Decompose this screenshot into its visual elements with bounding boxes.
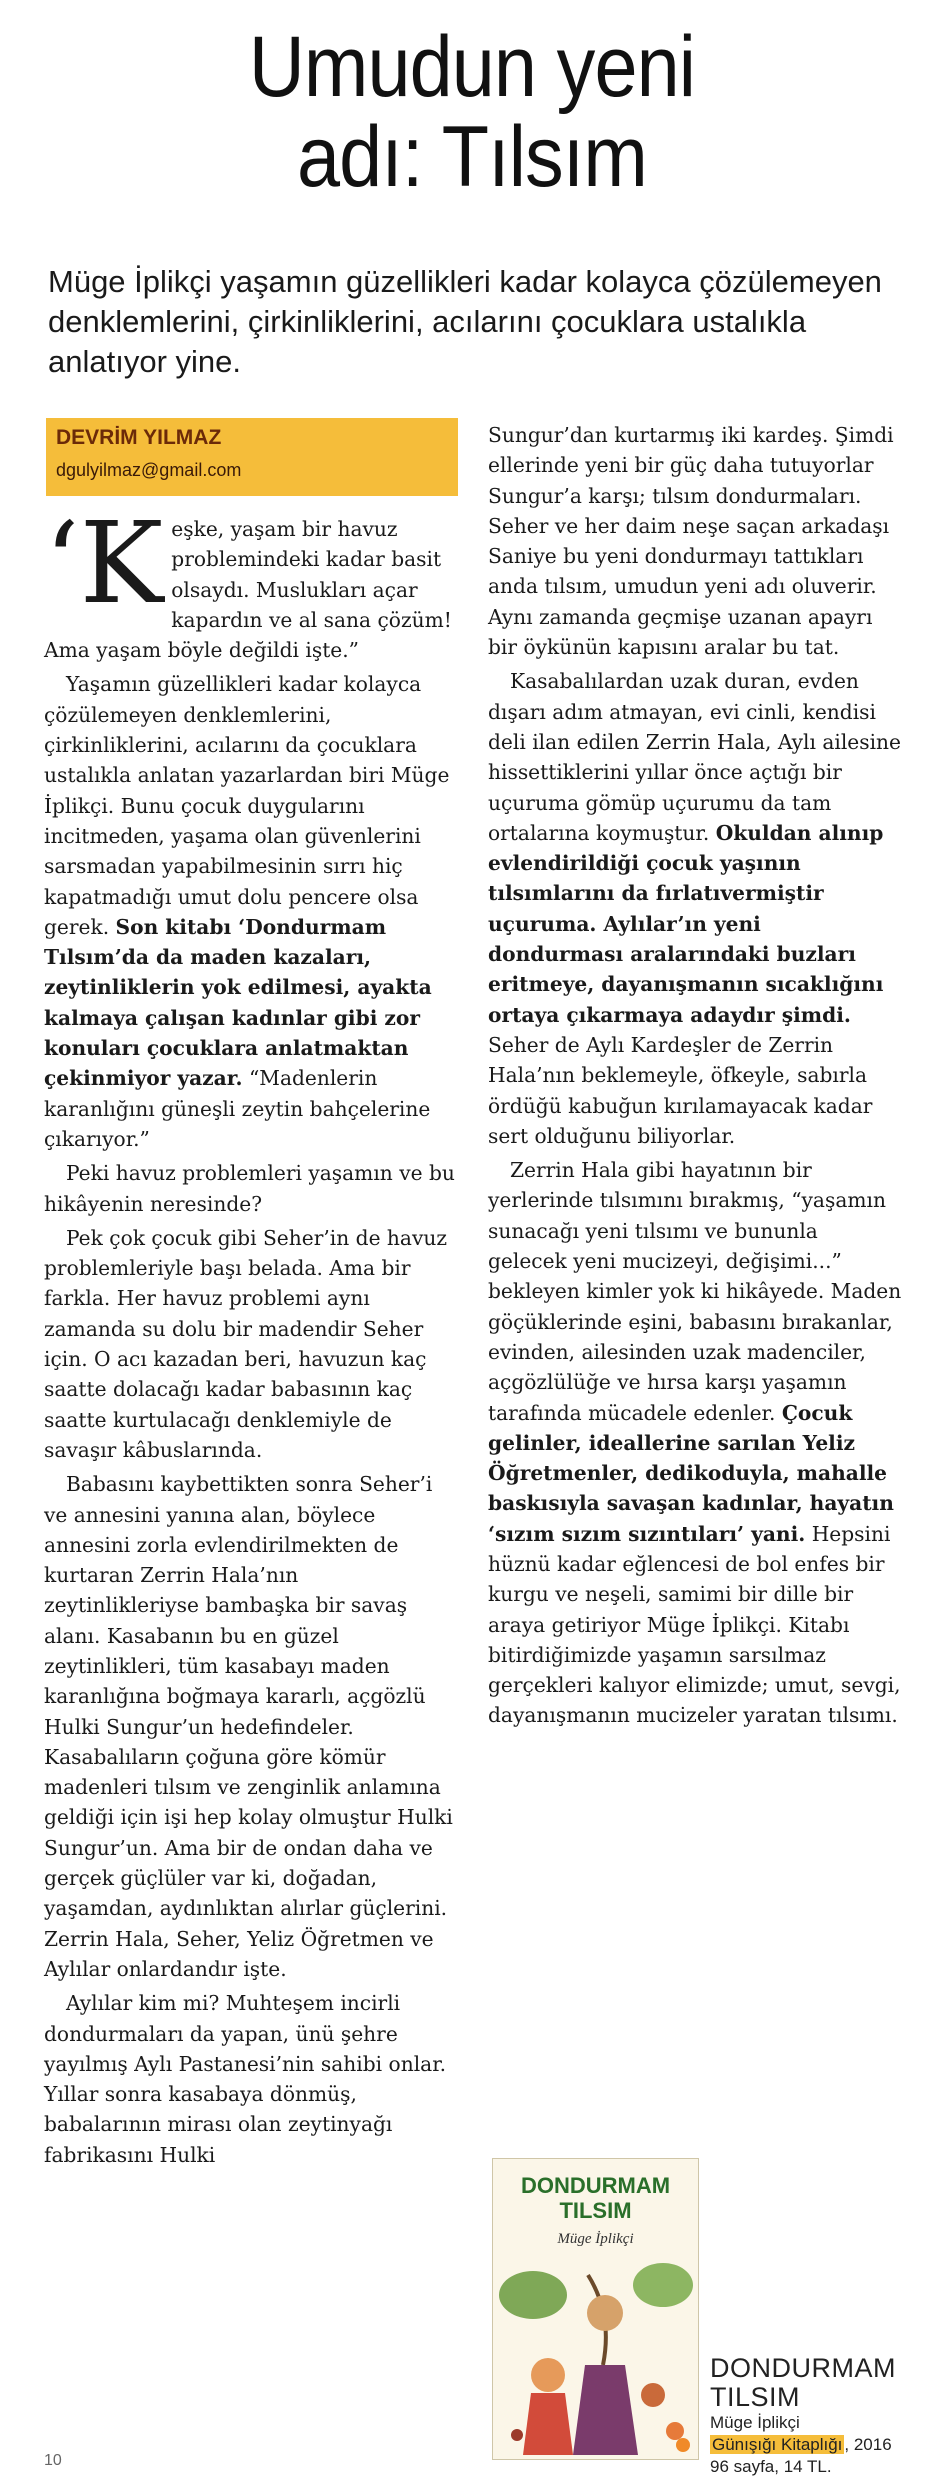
book-caption-details: 96 sayfa, 14 TL. — [710, 2457, 832, 2476]
article-lead: Müge İplikçi yaşamın güzellikleri kadar kolayca çözülemeyen denklemlerini, çirkinliklerini, acılarını çocuklara ustalıkla anlatıyor yine. — [48, 264, 882, 379]
book-cover-author: Müge İplikçi — [557, 2231, 634, 2247]
book-caption-publisher: Günışığı Kitaplığı , 2016 — [712, 2435, 892, 2454]
article-title-line2: adı: Tılsım — [297, 109, 647, 205]
article-title-line1: Umudun yeni — [248, 19, 696, 115]
highlighted-text: Çocuk gelinler, ideallerine sarılan Yeliz Öğretmenler, dedikoduyla, mahalle baskısıyla savaşan kadınlar, hayatın ‘sızım sızım sızıntıları’ yani. — [488, 1400, 894, 1546]
author-box — [46, 418, 458, 496]
paragraph: Babasını kaybettikten sonra Seher’i ve annesini yanına alan, böylece annesini zorla evlendirilmekten de kurtaran Zerrin Hala’nın zeytinlikleriyse bambaşka bir savaş alanı. Kasabanın bu en güzel zeytinlikleri, tüm kasabayı maden karanlığına boğmaya kararlı, açgözlü Hulki Sungur’un hedefindeler. Kasabalıların çoğuna göre kömür madenleri tılsım ve zenginlik anlamına geldiği için işi hep kolay olmuştur Hulki Sungur’un. Ama bir de ondan daha ve gerçek güçlüler var ki, doğadan, yaşamdan, aydınlıktan alırlar güçlerini. Zerrin Hala, Seher, Yeliz Öğretmen ve Aylılar onlardandır işte. — [44, 1472, 453, 1981]
paragraph: Peki havuz problemleri yaşamın ve bu hikâyenin neresinde? — [44, 1161, 455, 1216]
paragraph: Kasabalılardan uzak duran, evden dışarı adım atmayan, evi cinli, kendisi deli ilan edilen Zerrin Hala, Aylı ailesine hissettiklerini yıllar önce açtığı bir uçuruma gömüp uçurumu da tam ortalarına koymuştur. Okuldan alınıp evlendirildiği çocuk yaşının tılsımlarını da fırlatıvermiştir uçuruma. Aylılar’ın yeni dondurması aralarındaki buzları eritmeye, dayanışmanın sıcaklığını ortaya çıkarmaya adaydır şimdi. Seher de Aylı Kardeşler de Zerrin Hala’nın beklemeyle, öfkeyle, sabırla ördüğü kabuğun kırılamayacak kadar sert olduğunu biliyorlar. — [488, 669, 901, 1148]
article-column-left — [44, 499, 456, 2170]
author-name: DEVRİM YILMAZ — [56, 426, 222, 449]
book-caption — [710, 2354, 934, 2478]
book-cover-image — [492, 2158, 699, 2460]
paragraph: Zerrin Hala gibi hayatının bir yerlerinde tılsımını bırakmış, “yaşamın sunacağı yeni tılsımı ve bununla gelecek yeni mucizeyi, değişimi...” bekleyen kimler yok ki hikâyede. Maden göçüklerinde eşini, babasını bırakanlar, evinden, ailesinden uzak madenciler, açgözlülüğe ve hırsa karşı yaşamın tarafında mücadele edenler. Çocuk gelinler, ideallerine sarılan Yeliz Öğretmenler, dedikoduyla, mahalle baskısıyla savaşan kadınlar, hayatın ‘sızım sızım sızıntıları’ yani. Hepsini hüznü kadar eğlencesi de bol enfes bir kurgu ve neşeli, samimi bir dille bir araya getiriyor Müge İplikçi. Kitabı bitirdiğimizde yaşamın sarsılmaz gerçekleri kalıyor elimizde; umut, sevgi, dayanışmanın mucizeler yaratan tılsımı. — [488, 1158, 902, 1728]
book-cover-illustration — [493, 2255, 698, 2459]
highlighted-text: Son kitabı ‘Dondurmam Tılsım’da da maden kazaları, zeytinliklerin yok edilmesi, ayakta kalmaya çalışan kadınlar gibi zor konuları çocuklara anlatmaktan çekinmiyor yazar. — [44, 914, 432, 1091]
book-caption-title: DONDURMAM TILSIM — [710, 2353, 896, 2412]
paragraph: Sungur’dan kurtarmış iki kardeş. Şimdi ellerinde yeni bir güç daha tutuyorlar Sungur’a karşı; tılsım dondurmaları. Seher ve her daim neşe saçan arkadaşı Saniye bu yeni dondurmayı tattıkları anda tılsım, umudun yeni adı oluverir. Aynı zamanda geçmişe uzanan apayrı bir öykünün kapısını aralar bu tat. — [488, 423, 894, 660]
article-column-right — [488, 420, 902, 1731]
drop-cap: ‘K — [44, 499, 164, 629]
paragraph: Aylılar kim mi? Muhteşem incirli dondurmaları da yapan, ünü şehre yayılmış Aylı Pastanesi’nin sahibi onlar. Yıllar sonra kasabaya dönmüş, babalarının mirası olan zeytinyağı fabrikasını Hulki — [44, 1991, 447, 2167]
page-number: 10 — [44, 2452, 62, 2469]
book-cover-title: DONDURMAM TILSIM — [520, 2173, 671, 2223]
book-caption-author: Müge İplikçi — [710, 2413, 800, 2432]
paragraph: Pek çok çocuk gibi Seher’in de havuz problemleriyle başı belada. Ama bir farkla. Her havuz problemi aynı zamanda su dolu bir madendir Seher için. O acı kazadan beri, havuzun kaç saatte dolacağı kadar babasının kaç saatte kurtulacağı denklemiyle de savaşır kâbuslarında. — [44, 1225, 448, 1462]
paragraph: ‘Keşke, yaşam bir havuz problemindeki kadar basit olsaydı. Muslukları açar kapardın ve al sana çözüm! Ama yaşam böyle değildi işte.” — [44, 499, 452, 663]
article-title — [47, 19, 897, 205]
paragraph: Yaşamın güzellikleri kadar kolayca çözülemeyen denklemlerini, çirkinliklerini, acılarını da çocuklara ustalıkla anlatan yazarlardan biri Müge İplikçi. Bunu çocuk duygularını incitmeden, yaşama olan güvenlerini sarsmadan yapabilmesinin sırrı hiç kapatmadığı umut dolu pencere olsa gerek. Son kitabı ‘Dondurmam Tılsım’da da maden kazaları, zeytinliklerin yok edilmesi, ayakta kalmaya çalışan kadınlar gibi zor konuları çocuklara anlatmaktan çekinmiyor yazar. “Madenlerin karanlığını güneşli zeytin bahçelerine çıkarıyor.” — [44, 672, 450, 1151]
author-email[interactable]: dgulyilmaz@gmail.com — [56, 460, 242, 480]
highlighted-text: Okuldan alınıp evlendirildiği çocuk yaşının tılsımlarını da fırlatıvermiştir uçuruma. Aylılar’ın yeni dondurması aralarındaki buzları eritmeye, dayanışmanın sıcaklığını ortaya çıkarmaya adaydır şimdi. — [488, 820, 884, 1027]
